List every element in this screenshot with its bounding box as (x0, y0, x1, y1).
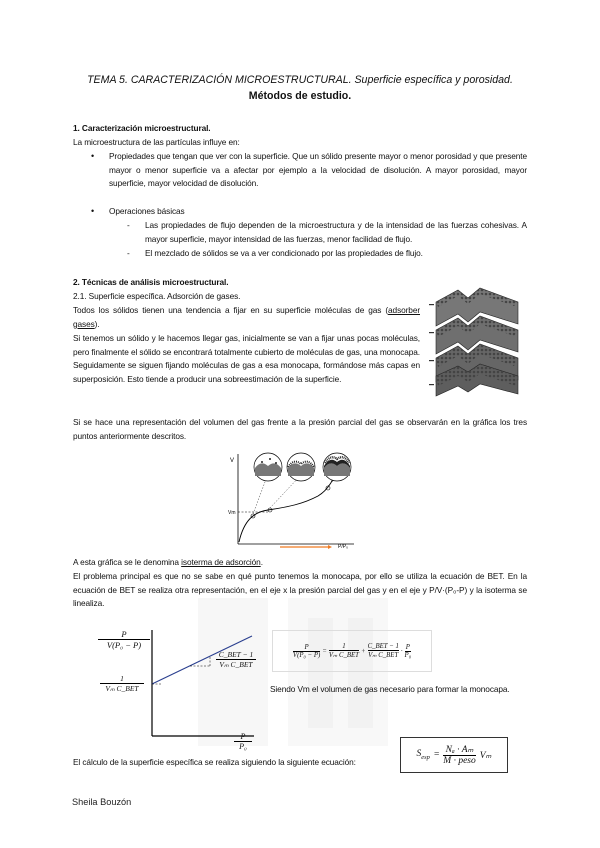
bullet-2-text: Operaciones básicas (109, 206, 185, 216)
bet-slope-den: Vₘ C_BET (216, 659, 256, 669)
sub-item-1 (127, 219, 527, 246)
section2-heading: 2. Técnicas de análisis microestructural. (73, 277, 229, 287)
bullet-item-2 (91, 205, 527, 219)
isotherm-y-label: V (230, 458, 235, 464)
bet-intercept-num: 1 (120, 674, 124, 683)
bet-eq-t2-den: Vₘ C_BET (368, 652, 399, 659)
bet-intercept-label (100, 674, 144, 693)
p4-text: A esta gráfica se le denomina (73, 557, 182, 567)
section2-subheading: 2.1. Superficie específica. Adsorción de gases. (73, 291, 241, 301)
bet-x-axis-label (234, 732, 252, 751)
title-line-1: TEMA 5. CARACTERIZACIÓN MICROESTRUCTURAL. Superficie específica y porosidad. (87, 74, 513, 86)
bullet-icon: • (91, 206, 95, 216)
sub-item-1-text: Las propiedades de flujo dependen de la microestructura y de la intensidad de las fuerzas cohesivas. A mayor superficie, mayor intensidad de las fuerzas, menor facilidad de flujo. (145, 220, 527, 244)
footer-author: Sheila Bouzón (72, 797, 132, 807)
isotherm-figure (228, 450, 358, 552)
bet-eq-term2 (368, 643, 399, 659)
bet-equation (272, 630, 432, 672)
paragraph-bet: El problema principal es que no se sabe en qué punto tenemos la monocapa, por ello se utiliza la ecuación de BET. En la ecuación de BET se realiza otra representación, en el eje x la presión parcial del gas y en el eje y P/V·(P₀-P) y la isoterma se linealiza. (73, 571, 527, 609)
bet-eq-t3-den: P₀ (404, 651, 412, 659)
bet-eq-plus: + (360, 647, 366, 655)
bet-x-den: P₀ (234, 741, 252, 751)
bet-eq-equals: = (322, 647, 327, 655)
adsorption-layers-illustration (428, 280, 528, 398)
bullet-icon: • (91, 151, 95, 161)
bet-eq-lhs (293, 644, 320, 659)
paragraph-isotherm-name (73, 556, 527, 570)
adsorber-gases-term: adsorber gases (73, 305, 420, 329)
p1-end: ). (94, 318, 100, 329)
bet-y-axis-label (98, 629, 150, 650)
p4-end: . (260, 557, 263, 567)
dash-icon: - (127, 248, 130, 258)
surface-eq-vm: Vₘ (479, 750, 492, 761)
adsorption-stage-3 (323, 453, 351, 481)
bet-eq-lhs-den: V(P₀ − P) (292, 651, 321, 659)
paragraph-surface-calc: El cálculo de la superficie específica se realiza siguiendo la siguiente ecuación: (73, 757, 356, 767)
isotherm-x-label: P/P₀ (338, 544, 349, 550)
surface-eq-sub: esp (421, 753, 430, 761)
paragraph-vm: Siendo Vm el volumen de gas necesario para formar la monocapa. (270, 684, 510, 694)
bet-y-num: P (121, 629, 127, 639)
title-line-2: Métodos de estudio. (248, 90, 352, 102)
surface-eq-fraction (443, 744, 475, 766)
pressure-arrowhead (328, 545, 332, 549)
dash-icon: - (127, 220, 130, 230)
bet-x-num: P (240, 732, 246, 741)
bet-eq-t1-den: Vₘ C_BET (328, 652, 359, 659)
bet-eq-t3-num: P (405, 643, 410, 651)
bet-eq-t1-num: 1 (342, 643, 346, 650)
adsorption-stage-2 (287, 453, 315, 481)
paragraph-isotherm-intro: Si se hace una representación del volumen del gas frente a la presión parcial del gas se observarán en la gráfica los tres puntos anteriormente descritos. (73, 417, 527, 441)
paragraph-adsorb (73, 304, 420, 331)
sub-item-2-text: El mezclado de sólidos se va a ver condicionado por las propiedades de flujo. (145, 248, 423, 258)
bet-eq-dot: · (400, 647, 403, 655)
bet-intercept-den: Vₘ C_BET (100, 683, 144, 693)
surface-eq-lhs (417, 749, 430, 761)
p1-text: Todos los sólidos tienen una tendencia a fijar en su superficie moléculas de gas ( (73, 305, 389, 315)
bet-y-den: V(P₀ − P) (98, 639, 150, 650)
surface-eq-s: S (416, 749, 422, 760)
bet-eq-lhs-num: P (304, 643, 309, 651)
section1-intro: La microestructura de las partículas influye en: (73, 137, 240, 147)
surface-eq-num: Nₐ · Aₘ (445, 745, 474, 755)
bet-eq-term1 (329, 643, 359, 659)
bullet-1-text: Propiedades que tengan que ver con la superficie. Que un sólido presente mayor o menor porosidad y que presente mayor o menor superficie va a afectar por ejemplo a la velocidad de disolución. A mayor porosidad, mayor superficie, mayor velocidad de disolución. (109, 151, 527, 189)
paragraph-monolayer: Si tenemos un sólido y le hacemos llegar gas, inicialmente se van a fijar unas pocas moléculas, pero finalmente el sólido se encontrará totalmente cubierto de moléculas de gas, una monocapa. Seguidamente se siguen fijando moléculas de gas a esa monocapa, formándose más capas en superposición. Esto tiende a producir una sobreestimación de la superficie. (73, 333, 420, 384)
isoterma-term: isoterma de adsorción (181, 557, 261, 567)
section1-heading: 1. Caracterización microestructural. (73, 123, 211, 133)
surface-eq-den: M · peso (443, 756, 476, 766)
surface-equation: $S_{esp}$ = $\frac{\text{Nₐ · Aₘ}}{\text{M · peso}}$ Vₘ (400, 737, 508, 773)
bet-slope-label (216, 650, 256, 669)
bullet-item-1 (91, 150, 527, 191)
page-title (60, 72, 540, 104)
adsorption-stage-1 (254, 453, 282, 481)
bet-plot (98, 624, 258, 758)
bet-eq-term3 (405, 644, 412, 659)
sub-item-2 (127, 247, 527, 261)
bet-eq-t2-num: C_BET − 1 (367, 643, 399, 650)
isotherm-vm-label: Vm (228, 510, 236, 516)
bet-slope-num: C_BET − 1 (218, 650, 254, 659)
